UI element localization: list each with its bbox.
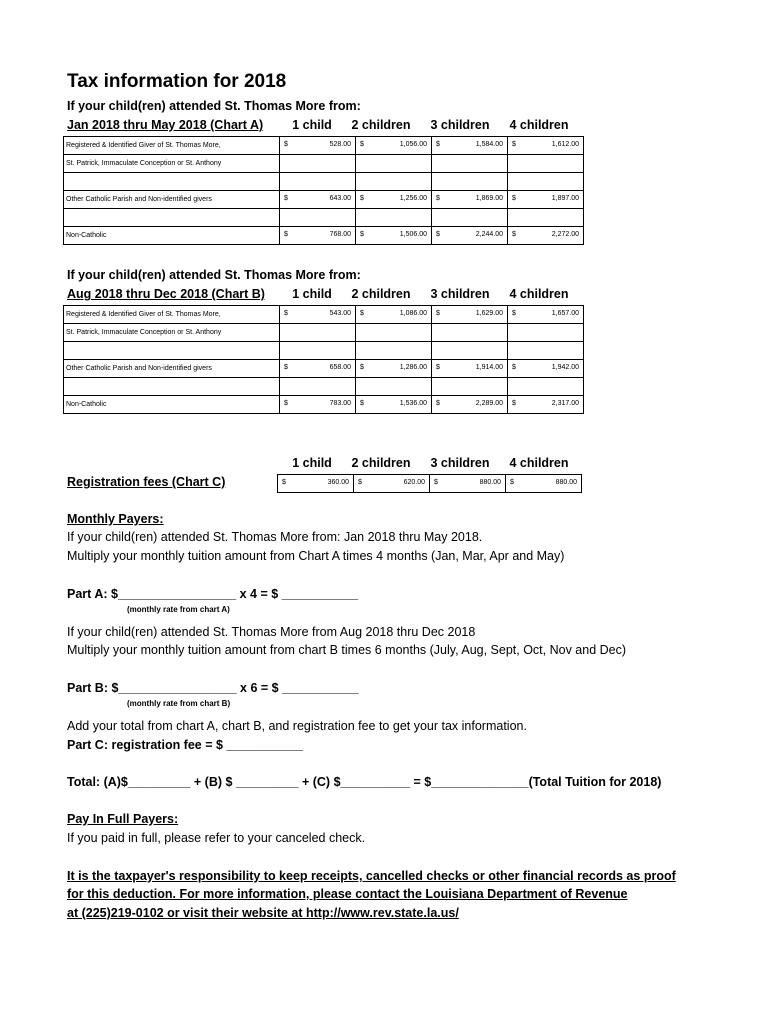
chart-b-col-1: 1 child xyxy=(292,287,332,301)
chart-c-col-3: 3 children xyxy=(430,456,490,470)
cell-value: 880.00 xyxy=(479,479,501,486)
cell-value: 2,317.00 xyxy=(551,400,579,407)
table-row: Other Catholic Parish and Non-identified givers $ 643.00 $ 1,256.00 $ 1,869.00 $ 1,897.00 xyxy=(64,191,584,209)
chart-a-intro: If your child(ren) attended St. Thomas More from: xyxy=(67,99,361,113)
cell-value: 543.00 xyxy=(329,310,351,317)
part-a-note: (monthly rate from chart A) xyxy=(127,605,230,614)
monthly-line4: Multiply your monthly tuition amount from chart B times 6 months (July, Aug, Sept, Oct, Nov and Dec) xyxy=(67,643,627,657)
row-label xyxy=(64,378,280,396)
cell-value: 1,657.00 xyxy=(551,310,579,317)
table-row xyxy=(64,173,584,191)
cell-value: 1,584.00 xyxy=(475,141,503,148)
table-row: Registered & Identified Giver of St. Thomas More, $ 543.00 $ 1,086.00 $ 1,629.00 $ 1,657.00 xyxy=(64,306,584,324)
cell-value: 1,536.00 xyxy=(399,400,427,407)
table-row: Other Catholic Parish and Non-identified givers $ 658.00 $ 1,286.00 $ 1,914.00 $ 1,942.00 xyxy=(64,360,584,378)
table-row xyxy=(64,209,584,227)
notice-line3: at (225)219-0102 or visit their website at http://www.rev.state.la.us/ xyxy=(67,906,459,920)
cell-value: 2,272.00 xyxy=(551,231,579,238)
row-label xyxy=(64,209,280,227)
chart-a-col-1: 1 child xyxy=(292,118,332,132)
table-row: Non-Catholic $ 783.00 $ 1,536.00 $ 2,289.00 $ 2,317.00 xyxy=(64,396,584,414)
monthly-heading: Monthly Payers: xyxy=(67,512,164,526)
table-row: Registered & Identified Giver of St. Thomas More, $ 528.00 $ 1,056.00 $ 1,584.00 $ 1,612.00 xyxy=(64,137,584,155)
cell-value: 643.00 xyxy=(329,195,351,202)
chart-a-col-3: 3 children xyxy=(430,118,490,132)
row-label: St. Patrick, Immaculate Conception or St. Anthony xyxy=(64,324,280,342)
row-label: Other Catholic Parish and Non-identified givers xyxy=(64,191,280,209)
row-label xyxy=(64,342,280,360)
cell-value: 880.00 xyxy=(555,479,577,486)
chart-a-col-2: 2 children xyxy=(351,118,411,132)
monthly-line5: Add your total from chart A, chart B, and registration fee to get your tax information. xyxy=(67,719,527,733)
table-row xyxy=(64,378,584,396)
cell-value: 1,256.00 xyxy=(399,195,427,202)
total-line: Total: (A)$_________ + (B) $ _________ + (C) $__________ = $______________(Total Tuition for 2018) xyxy=(67,775,662,789)
chart-b-intro: If your child(ren) attended St. Thomas More from: xyxy=(67,268,361,282)
row-label: Registered & Identified Giver of St. Thomas More, xyxy=(64,306,280,324)
notice-line2: for this deduction. For more information, please contact the Louisiana Department of Revenue xyxy=(67,887,628,901)
cell-value: 1,056.00 xyxy=(399,141,427,148)
row-label: Non-Catholic xyxy=(64,227,280,245)
cell-value: 768.00 xyxy=(329,231,351,238)
chart-b-col-4: 4 children xyxy=(509,287,569,301)
monthly-line2: Multiply your monthly tuition amount from Chart A times 4 months (Jan, Mar, Apr and May) xyxy=(67,549,565,563)
notice-line1: It is the taxpayer's responsibility to keep receipts, cancelled checks or other financial records as proof xyxy=(67,869,676,883)
monthly-line1: If your child(ren) attended St. Thomas More from: Jan 2018 thru May 2018. xyxy=(67,530,483,544)
chart-c-heading: Registration fees (Chart C) xyxy=(67,475,226,489)
table-row xyxy=(64,324,584,342)
part-c: Part C: registration fee = $ ___________ xyxy=(67,738,303,752)
chart-c-col-1: 1 child xyxy=(292,456,332,470)
chart-b-col-3: 3 children xyxy=(430,287,490,301)
cell-value: 2,289.00 xyxy=(475,400,503,407)
cell-value: 1,942.00 xyxy=(551,364,579,371)
cell-value: 1,286.00 xyxy=(399,364,427,371)
row-label xyxy=(64,173,280,191)
table-row: $ 360.00 $ 620.00 $ 880.00 $ 880.00 xyxy=(278,475,582,493)
cell-value: 1,629.00 xyxy=(475,310,503,317)
table-row xyxy=(64,342,584,360)
cell-value: 1,914.00 xyxy=(475,364,503,371)
part-b-note: (monthly rate from chart B) xyxy=(127,699,231,708)
row-label: Other Catholic Parish and Non-identified givers xyxy=(64,360,280,378)
chart-a-table xyxy=(63,136,584,245)
cell-value: 1,612.00 xyxy=(551,141,579,148)
row-label: Non-Catholic xyxy=(64,396,280,414)
chart-b-col-2: 2 children xyxy=(351,287,411,301)
cell-value: 1,506.00 xyxy=(399,231,427,238)
table-row xyxy=(64,155,584,173)
cell-value: 783.00 xyxy=(329,400,351,407)
cell-value: 620.00 xyxy=(403,479,425,486)
full-heading: Pay In Full Payers: xyxy=(67,812,179,826)
cell-value: 1,897.00 xyxy=(551,195,579,202)
chart-a-col-4: 4 children xyxy=(509,118,569,132)
cell-value: 528.00 xyxy=(329,141,351,148)
chart-c-table xyxy=(277,474,582,493)
chart-b-table xyxy=(63,305,584,414)
cell-value: 1,086.00 xyxy=(399,310,427,317)
monthly-line3: If your child(ren) attended St. Thomas More from Aug 2018 thru Dec 2018 xyxy=(67,625,476,639)
chart-c-col-2: 2 children xyxy=(351,456,411,470)
page-title: Tax information for 2018 xyxy=(67,71,287,92)
table-row: Non-Catholic $ 768.00 $ 1,506.00 $ 2,244.00 $ 2,272.00 xyxy=(64,227,584,245)
cell-value: 360.00 xyxy=(327,479,349,486)
cell-value: 1,869.00 xyxy=(475,195,503,202)
part-a: Part A: $_________________ x 4 = $ ___________ xyxy=(67,587,359,601)
row-label: Registered & Identified Giver of St. Thomas More, xyxy=(64,137,280,155)
row-label: St. Patrick, Immaculate Conception or St. Anthony xyxy=(64,155,280,173)
cell-value: 658.00 xyxy=(329,364,351,371)
chart-b-heading: Aug 2018 thru Dec 2018 (Chart B) xyxy=(67,287,265,301)
chart-c-col-4: 4 children xyxy=(509,456,569,470)
part-b: Part B: $_________________ x 6 = $ ___________ xyxy=(67,681,359,695)
cell-value: 2,244.00 xyxy=(475,231,503,238)
chart-a-heading: Jan 2018 thru May 2018 (Chart A) xyxy=(67,118,264,132)
full-line: If you paid in full, please refer to your canceled check. xyxy=(67,831,366,845)
